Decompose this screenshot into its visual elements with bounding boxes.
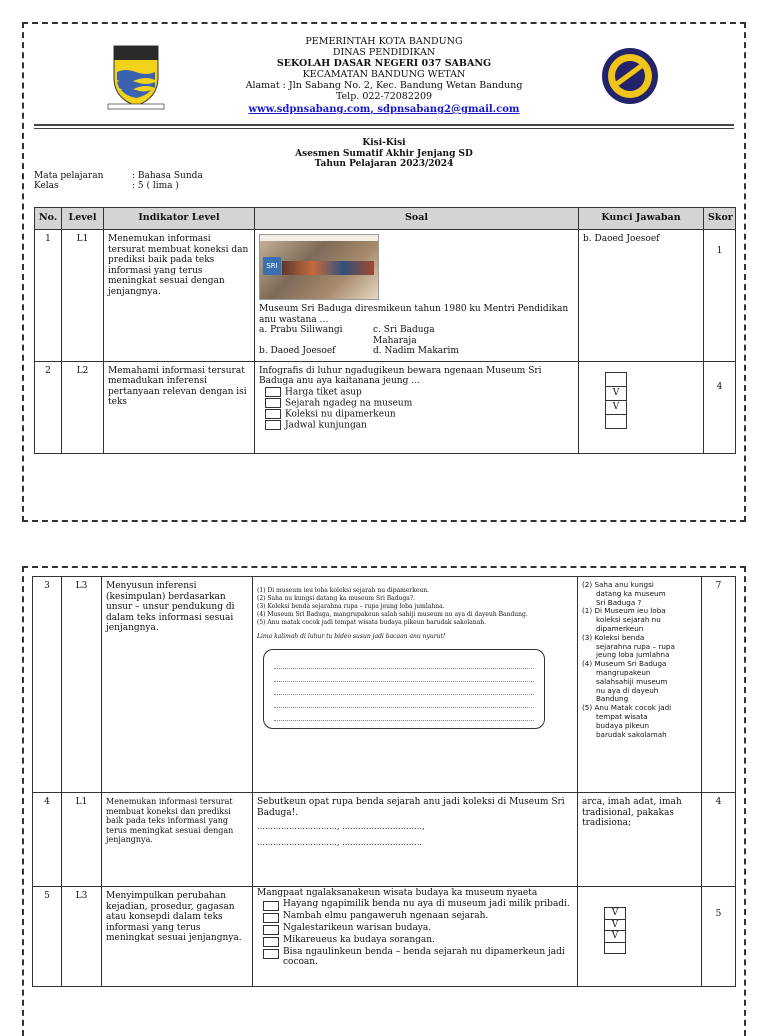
key-box: V bbox=[606, 400, 627, 414]
row-kunci: b. Daoed Joesoef bbox=[579, 230, 704, 362]
row-kunci: arca, imah adat, imah tradisional, pakakas tradisiona; bbox=[578, 793, 702, 887]
option-checkbox[interactable] bbox=[263, 901, 279, 911]
subject-label: Mata pelajaran bbox=[34, 171, 104, 181]
school-letterhead bbox=[164, 36, 604, 115]
table-row bbox=[33, 577, 736, 793]
option-label: Hayang ngapimilik benda nu aya di museum jadi milik pribadi. bbox=[283, 898, 570, 909]
option-label: Sejarah ngadeg na museum bbox=[285, 398, 413, 408]
row-level: L1 bbox=[62, 230, 104, 362]
sentence-list bbox=[257, 581, 573, 641]
museum-infographic-image bbox=[259, 234, 379, 300]
col-level: Level bbox=[62, 208, 104, 230]
row-soal bbox=[253, 577, 578, 793]
row-level: L3 bbox=[62, 887, 102, 987]
option-checkbox[interactable] bbox=[263, 937, 279, 947]
title-text: Kisi-Kisi bbox=[362, 138, 406, 148]
table-header-row bbox=[35, 208, 736, 230]
question-text: Sebutkeun opat rupa benda sejarah anu jadi koleksi di Museum Sri Baduga!. bbox=[257, 797, 565, 818]
table-row bbox=[35, 230, 736, 362]
writing-box[interactable] bbox=[263, 649, 545, 729]
checkbox-list bbox=[257, 899, 573, 968]
col-skor: Skor bbox=[704, 208, 736, 230]
sentence-item: (4) Museum Sri Baduga, mangrupakeun salah sahiji museum nu aya di dayeuh Bandung. bbox=[257, 611, 528, 618]
key-box bbox=[606, 372, 627, 386]
question-text: Infografis di luhur ngadugikeun bewara ngenaan Museum Sri Baduga anu aya kaitanana jeung … bbox=[259, 365, 542, 386]
option-checkbox[interactable] bbox=[265, 420, 281, 430]
option-d: d. Nadim Makarim bbox=[373, 346, 459, 356]
row-soal bbox=[253, 793, 578, 887]
key-line: (3) Koleksi benda bbox=[582, 632, 645, 642]
school-name: SEKOLAH DASAR NEGERI 037 SABANG bbox=[276, 58, 492, 69]
option-label: Nambah elmu pangaweruh ngenaan sejarah. bbox=[283, 910, 489, 921]
option-checkbox[interactable] bbox=[265, 398, 281, 408]
row-skor: 4 bbox=[704, 361, 736, 453]
header-rule-thin bbox=[34, 128, 734, 129]
key-line: nu aya di dayeuh bbox=[596, 685, 659, 695]
key-line: Sri Baduga ? bbox=[596, 597, 642, 607]
address-line: Alamat : Jln Sabang No. 2, Kec. Bandung Wetan Bandung bbox=[245, 80, 523, 91]
answer-blank[interactable]: …………………………, ………………………… bbox=[257, 837, 423, 847]
subtitle-text: Asesmen Sumatif Akhir Jenjang SD bbox=[295, 148, 473, 159]
row-skor: 4 bbox=[702, 793, 736, 887]
col-kunci: Kunci Jawaban bbox=[579, 208, 704, 230]
row-no: 1 bbox=[35, 230, 62, 362]
school-emblem-logo bbox=[600, 46, 660, 106]
link-separator: , bbox=[370, 104, 378, 115]
question-text: Mangpaat ngalaksanakeun wisata budaya ka museum nyaeta bbox=[257, 888, 538, 898]
table-row bbox=[33, 887, 736, 987]
key-line: datang ka museum bbox=[596, 588, 666, 598]
option-b: b. Daoed Joesoef bbox=[259, 346, 336, 356]
option-label: Ngalestarikeun warisan budaya. bbox=[283, 922, 432, 933]
key-line: Bandung bbox=[596, 694, 629, 704]
table-row bbox=[35, 361, 736, 453]
row-skor: 7 bbox=[702, 577, 736, 793]
document-title bbox=[164, 138, 604, 170]
key-line: mangrupakeun bbox=[596, 667, 651, 677]
phone-line: Telp. 022-72082209 bbox=[335, 91, 433, 102]
key-line: salahsahiji museum bbox=[596, 676, 668, 686]
col-no: No. bbox=[35, 208, 62, 230]
key-line: sejarahna rupa – rupa bbox=[596, 641, 675, 651]
key-line: (4) Museum Sri Baduga bbox=[582, 659, 667, 669]
instruction-text: Lima kalimah di luhur tu bideo susun jadi bacaan anu nyurut! bbox=[257, 633, 446, 640]
website-link[interactable]: www.sdpnsabang.com bbox=[248, 104, 371, 115]
sentence-item: (2) Saha nu kungsi datang ka museum Sri Baduga?. bbox=[257, 595, 416, 602]
kisi-table-page1 bbox=[34, 207, 736, 454]
checkbox-list bbox=[259, 387, 574, 431]
row-no: 2 bbox=[35, 361, 62, 453]
option-checkbox[interactable] bbox=[265, 387, 281, 397]
key-line: budaya pikeun bbox=[596, 720, 650, 730]
row-no: 4 bbox=[33, 793, 62, 887]
option-label: Bisa ngaulinkeun benda – benda sejarah nu dipamerkeun jadi cocoan. bbox=[283, 946, 565, 967]
contact-links bbox=[164, 104, 604, 115]
subject-value: : Bahasa Sunda bbox=[132, 171, 203, 181]
sentence-item: (1) Di museum ieu loba koleksi sejarah nu dipamerkeun. bbox=[257, 587, 430, 594]
gov-line: PEMERINTAH KOTA BANDUNG bbox=[305, 36, 463, 47]
infographic-badge: SRI bbox=[263, 257, 281, 275]
row-indikator: Menemukan informasi tersurat membuat koneksi dan prediksi baik pada teks informasi yang terus meningkat sesuai dengan jenjangnya. bbox=[104, 230, 255, 362]
key-box: V bbox=[605, 908, 626, 920]
row-indikator: Memahami informasi tersurat memadukan inferensi pertanyaan relevan dengan isi teks bbox=[104, 361, 255, 453]
email-link[interactable]: sdpnsabang2@gmail.com bbox=[377, 104, 520, 115]
row-level: L1 bbox=[62, 793, 102, 887]
answer-blank[interactable]: …………………………, …………………………, bbox=[257, 822, 425, 831]
key-line: koleksi sejarah nu bbox=[596, 615, 661, 625]
row-skor: 1 bbox=[704, 230, 736, 362]
question-text: Museum Sri Baduga diresmikeun tahun 1980 ku Mentri Pendidikan anu wastana … bbox=[259, 304, 569, 325]
class-value: : 5 ( lima ) bbox=[132, 181, 179, 191]
key-line: (1) Di Museum ieu loba bbox=[582, 606, 666, 616]
option-label: Harga tiket asup bbox=[285, 387, 362, 397]
option-checkbox[interactable] bbox=[263, 913, 279, 923]
page-one bbox=[22, 22, 746, 522]
answer-key-boxes bbox=[604, 907, 626, 954]
col-soal: Soal bbox=[255, 208, 579, 230]
row-no: 3 bbox=[33, 577, 62, 793]
option-label: Mikareueus ka budaya sorangan. bbox=[283, 934, 435, 945]
row-indikator: Menyusun inferensi (kesimpulan) berdasarkan unsur – unsur pendukung di dalam teks informasi sesuai jenjangnya. bbox=[102, 577, 253, 793]
header-rule bbox=[34, 124, 734, 126]
year-text: Tahun Pelajaran 2023/2024 bbox=[314, 159, 454, 169]
row-skor: 5 bbox=[702, 887, 736, 987]
row-no: 5 bbox=[33, 887, 62, 987]
district-line: KECAMATAN BANDUNG WETAN bbox=[302, 69, 466, 80]
option-checkbox[interactable] bbox=[263, 925, 279, 935]
key-line: jeung loba jumlahna bbox=[596, 650, 670, 660]
col-indikator: Indikator Level bbox=[104, 208, 255, 230]
key-box bbox=[606, 414, 627, 428]
option-label: Koleksi nu dipamerkeun bbox=[285, 409, 396, 419]
key-line: tempat wisata bbox=[596, 711, 648, 721]
answer-key-boxes bbox=[605, 372, 627, 429]
subject-info bbox=[34, 171, 203, 191]
option-label: Jadwal kunjungan bbox=[285, 420, 367, 430]
kisi-table-page2 bbox=[32, 576, 736, 987]
row-soal bbox=[255, 230, 579, 362]
row-level: L2 bbox=[62, 361, 104, 453]
key-line: (2) Saha anu kungsi bbox=[582, 580, 654, 589]
option-checkbox[interactable] bbox=[265, 409, 281, 419]
option-a: a. Prabu Siliwangi bbox=[259, 325, 343, 335]
sentence-item: (3) Koleksi benda sejarahna rupa – rupa jeung loba jumlahna. bbox=[257, 603, 445, 610]
dept-line: DINAS PENDIDIKAN bbox=[332, 47, 436, 58]
bandung-crest-logo bbox=[106, 40, 166, 112]
option-checkbox[interactable] bbox=[263, 949, 279, 959]
table-row bbox=[33, 793, 736, 887]
row-soal bbox=[253, 887, 578, 987]
key-line: (5) Anu Matak cocok jadi bbox=[582, 703, 672, 713]
row-soal bbox=[255, 361, 579, 453]
row-indikator: Menemukan informasi tersurat membuat koneksi dan prediksi baik pada teks informasi yang terus meningkat sesuai dengan jenjangnya. bbox=[102, 793, 253, 887]
option-c: c. Sri Baduga Maharaja bbox=[373, 325, 435, 346]
row-kunci bbox=[578, 577, 702, 793]
sentence-item: (5) Anu matak cocok jadi tempat wisata budaya pikeun barudak sakolanah. bbox=[257, 619, 487, 626]
row-kunci bbox=[579, 361, 704, 453]
key-line: dipamerkeun bbox=[596, 623, 644, 633]
row-indikator: Menyimpulkan perubahan kejadian, prosedur, gagasan atau konsepdi dalam teks informasi yang terus meningkat sesuai jenjangnya. bbox=[102, 887, 253, 987]
key-box: V bbox=[605, 919, 626, 931]
key-box: V bbox=[606, 386, 627, 400]
class-label: Kelas bbox=[34, 181, 59, 191]
answer-options bbox=[259, 325, 574, 357]
key-line: barudak sakolamah bbox=[596, 729, 667, 739]
row-level: L3 bbox=[62, 577, 102, 793]
key-box: V bbox=[605, 931, 626, 943]
key-box bbox=[605, 942, 626, 953]
row-kunci bbox=[578, 887, 702, 987]
